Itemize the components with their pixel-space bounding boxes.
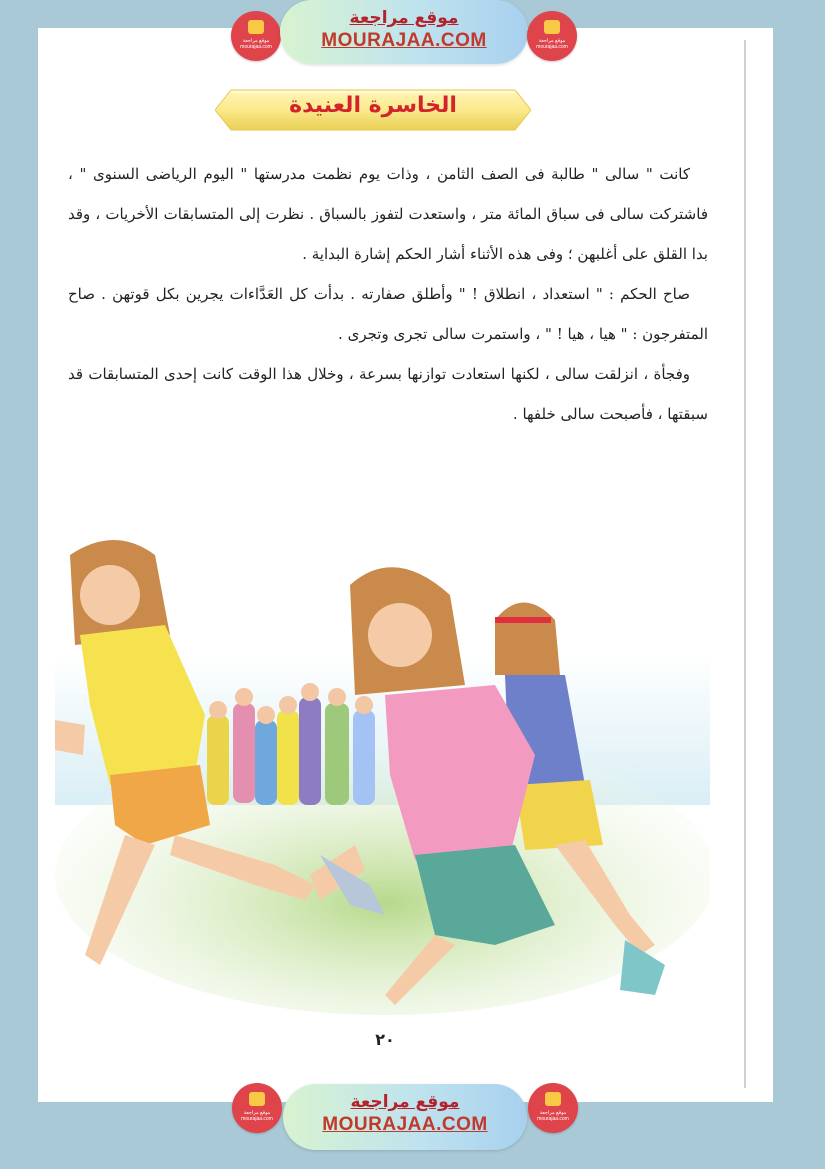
site-name-arabic[interactable]: موقع مراجعة: [350, 1092, 460, 1112]
lesson-title-ribbon: [215, 86, 531, 134]
page-number: ٢٠: [375, 1030, 395, 1049]
paragraph: صاح الحكم : " استعداد ، انطلاق ! " وأطلق صفارته . بدأت كل العَدَّاءات يجرين بكل قوتهن . صاح المتفرجون : " هيا ، هيا ! " ، واستمرت سالى تجرى وتجرى .: [68, 285, 708, 343]
chat-bubble-icon: [248, 20, 264, 34]
badge-caption: موقع مراجعة mourajaa.com: [536, 38, 568, 50]
page-margin-rule: [744, 40, 746, 1088]
paragraph: وفجأة ، انزلقت سالى ، لكنها استعادت توازنها بسرعة ، وخلال هذا الوقت كانت إحدى المتسابقات قد سبقتها ، فأصبحت سالى خلفها .: [68, 365, 708, 423]
site-logo-badge-right-bottom[interactable]: [528, 1083, 578, 1133]
site-banner-top[interactable]: [280, 0, 528, 64]
site-logo-badge-left[interactable]: [231, 11, 281, 61]
chat-bubble-icon: [544, 20, 560, 34]
chat-bubble-icon: [545, 1092, 561, 1106]
site-name-english[interactable]: MOURAJAA.COM: [321, 30, 487, 51]
race-illustration: [55, 525, 710, 1030]
site-logo-badge-right[interactable]: [527, 11, 577, 61]
site-banner-bottom[interactable]: [283, 1084, 527, 1150]
badge-caption: موقع مراجعة mourajaa.com: [537, 1110, 569, 1122]
site-logo-badge-left-bottom[interactable]: [232, 1083, 282, 1133]
badge-caption: موقع مراجعة mourajaa.com: [240, 38, 272, 50]
site-name-arabic[interactable]: موقع مراجعة: [349, 8, 459, 28]
chat-bubble-icon: [249, 1092, 265, 1106]
site-name-english[interactable]: MOURAJAA.COM: [322, 1114, 488, 1135]
lesson-title: الخاسرة العنيدة: [289, 93, 457, 118]
story-text: [68, 154, 708, 434]
badge-caption: موقع مراجعة mourajaa.com: [241, 1110, 273, 1122]
paragraph: كانت " سالى " طالبة فى الصف الثامن ، وذات يوم نظمت مدرستها " اليوم الرياضى السنوى " ، فاشتركت سالى فى سباق المائة متر ، واستعدت لتفوز بالسباق . نظرت إلى المتسابقات الأخريات ، وقد بدا القلق على أغلبهن ؛ وفى هذه الأثناء أشار الحكم إشارة البداية .: [68, 165, 708, 263]
